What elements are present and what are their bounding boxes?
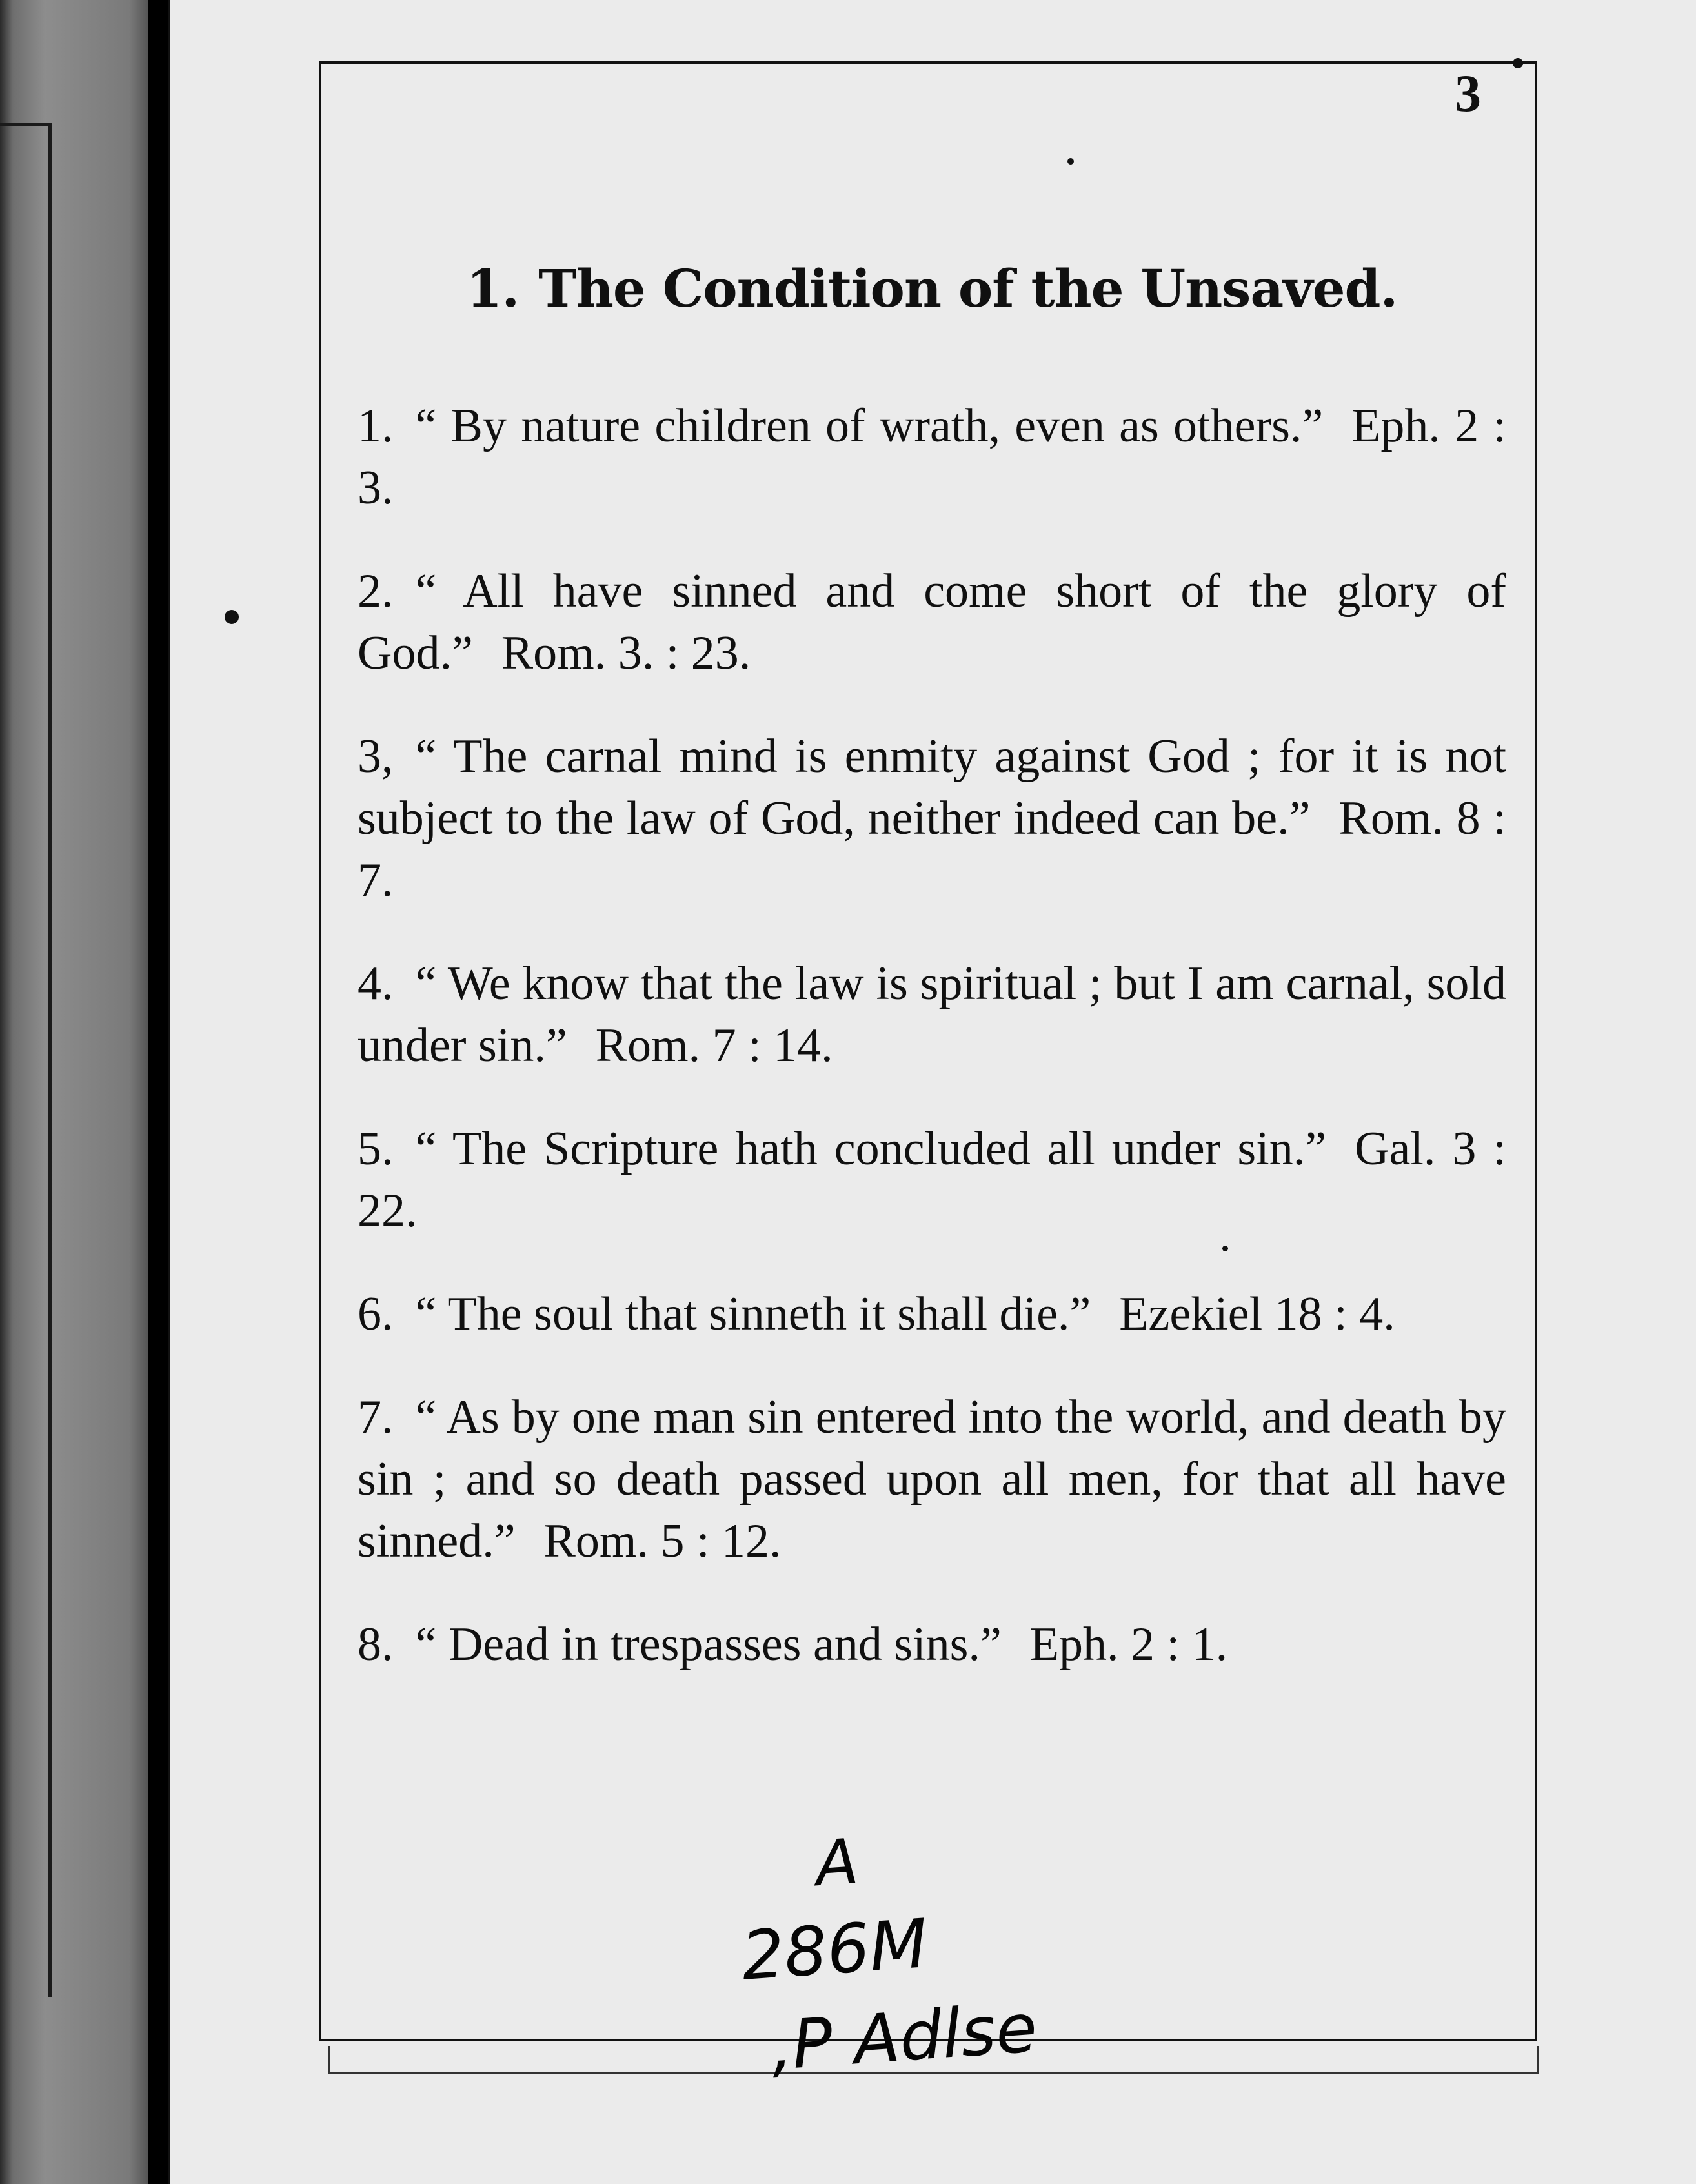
verse-text: “ The soul that sinneth it shall die.” [415, 1288, 1091, 1340]
verse-text: “ The carnal mind is enmity against God ; for it is not subject to the law of God, neither indeed can be.” [358, 730, 1506, 845]
verse-text: “ By nature children of wrath, even as others.” [415, 399, 1324, 452]
verse-number: 1. [358, 399, 394, 452]
ink-spot [1513, 58, 1523, 68]
adjacent-page-border [0, 123, 52, 1997]
scanned-page [168, 0, 1696, 2184]
heading-title: The Condition of the Unsaved. [538, 258, 1398, 319]
handwritten-note: ,P Adlse [768, 1988, 1040, 2086]
verse-item [358, 1118, 1506, 1242]
verse-reference: Eph. 2 : 1. [1029, 1618, 1228, 1671]
verse-item [358, 560, 1506, 684]
verse-text: “ All have sinned and come short of the glory of God.” [358, 565, 1506, 680]
page-content [358, 258, 1506, 1717]
heading-number: 1. [466, 258, 520, 319]
handwritten-note: A [813, 1825, 861, 1901]
ink-spot [1222, 1246, 1228, 1251]
verse-number: 7. [358, 1391, 394, 1444]
verse-text: “ We know that the law is spiritual ; but I am carnal, sold under sin.” [358, 957, 1506, 1072]
verse-reference: Rom. 8 : 7. [358, 792, 1506, 907]
verse-item [358, 725, 1506, 911]
verse-number: 4. [358, 957, 394, 1010]
verse-reference: Rom. 3. : 23. [501, 627, 751, 680]
verse-number: 2. [358, 565, 394, 618]
verse-number: 8. [358, 1618, 394, 1671]
verse-item [358, 953, 1506, 1077]
ink-spot [1067, 158, 1074, 165]
verse-item [358, 1613, 1506, 1675]
verse-reference: Eph. 2 : 3. [358, 399, 1507, 514]
verse-text: “ The Scripture hath concluded all under sin.” [415, 1122, 1327, 1175]
verse-number: 3, [358, 730, 394, 783]
ink-spot [225, 610, 239, 624]
verse-item [358, 1386, 1506, 1572]
section-heading [358, 258, 1506, 319]
page-number: 3 [1455, 64, 1481, 123]
verse-number: 6. [358, 1288, 394, 1340]
verse-reference: Gal. 3 : 22. [358, 1122, 1506, 1237]
verse-reference: Rom. 7 : 14. [595, 1019, 833, 1072]
handwritten-note: 286M [739, 1904, 931, 1996]
verse-reference: Ezekiel 18 : 4. [1119, 1288, 1395, 1340]
adjacent-page-strip [0, 0, 148, 2184]
verse-text: “ Dead in trespasses and sins.” [415, 1618, 1002, 1671]
verse-reference: Rom. 5 : 12. [543, 1515, 782, 1568]
verse-item [358, 1283, 1506, 1345]
verse-number: 5. [358, 1122, 394, 1175]
verse-item [358, 395, 1506, 519]
verse-text: “ As by one man sin entered into the world, and death by sin ; and so death passed upon all men, for that all have sinned.” [358, 1391, 1506, 1568]
